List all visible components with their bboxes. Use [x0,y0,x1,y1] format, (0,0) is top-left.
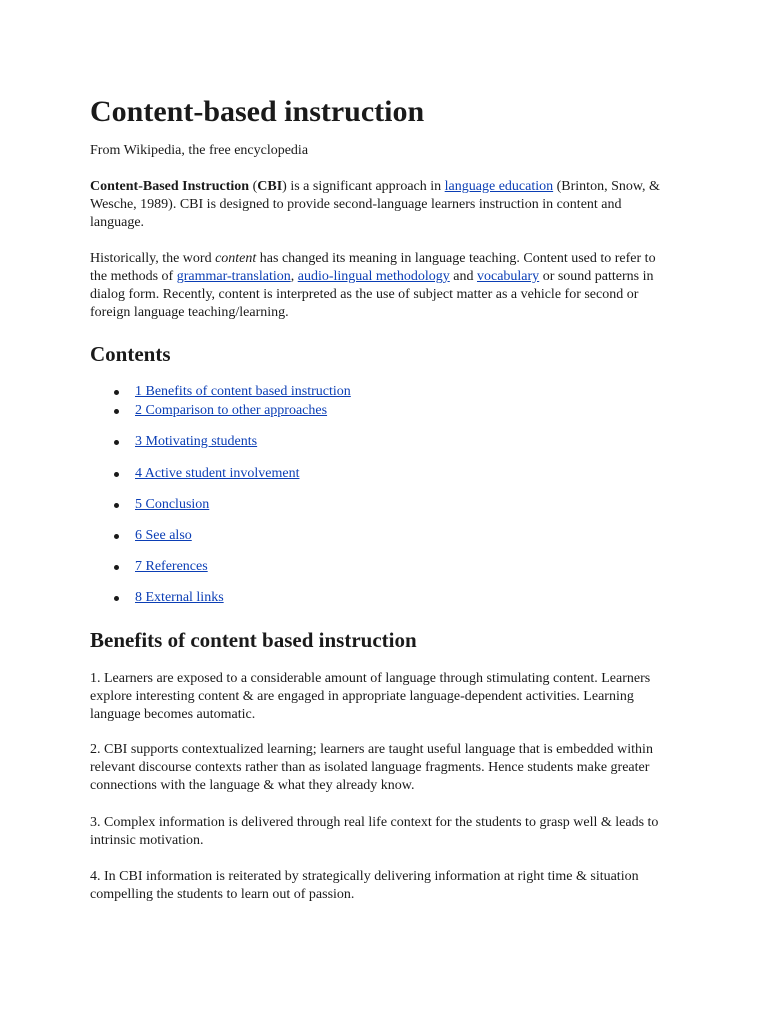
benefit-paragraph-4: 4. In CBI information is reiterated by strategically delivering information at right time & situation compelling the students to learn out of passion. [90,869,639,902]
toc-link-see-also[interactable]: 6 See also [135,528,192,543]
history-paragraph [90,250,675,322]
intro-abbr: CBI [257,179,283,194]
bullet-icon [114,596,119,601]
history-text-2: has changed its meaning in language teaching. Content used to refer to the methods of [90,251,656,284]
history-text-3: or sound patterns in dialog form. Recently, content is interpreted as the use of subject matter as a vehicle for second or foreign language teaching/learning. [90,269,654,320]
intro-text-1: ) is a significant approach in [282,179,445,194]
page-title: Content-based instruction [90,95,425,128]
contents-heading: Contents [90,342,171,366]
benefits-heading: Benefits of content based instruction [90,628,417,652]
benefit-paragraph-2: 2. CBI supports contextualized learning; learners are taught useful language that is embedded within relevant discourse contexts rather than as isolated language fragments. Hence students make greater connections with the language & what they already know. [90,742,653,793]
tagline: From Wikipedia, the free encyclopedia [90,143,309,158]
toc-link-references[interactable]: 7 References [135,559,208,574]
intro-text-2: (Brinton, Snow, & Wesche, 1989). CBI is designed to provide second-language learners instruction in content and language. [90,179,660,230]
intro-term: Content-Based Instruction [90,179,250,194]
link-audio-lingual-methodology[interactable]: audio-lingual methodology [297,269,450,284]
bullet-icon [114,440,119,445]
link-vocabulary[interactable]: vocabulary [476,269,540,284]
history-sep-2: and [449,269,477,284]
toc-link-motivating[interactable]: 3 Motivating students [135,434,258,449]
bullet-icon [114,390,119,395]
history-sep-1: , [290,269,298,284]
toc-link-external-links[interactable]: 8 External links [135,590,224,605]
toc-link-comparison[interactable]: 2 Comparison to other approaches [135,403,328,418]
history-text-1: Historically, the word [90,251,216,266]
bullet-icon [114,503,119,508]
link-grammar-translation[interactable]: grammar-translation [176,269,291,284]
history-em-content: content [215,251,257,266]
intro-paragraph [90,178,675,232]
bullet-icon [114,409,119,414]
bullet-icon [114,534,119,539]
benefit-paragraph-1: 1. Learners are exposed to a considerable amount of language through stimulating content. Learners explore interesting content & are engaged in appropriate language-dependent activities. Learning language becomes automatic. [90,671,651,722]
benefit-paragraph-3: 3. Complex information is delivered through real life context for the students to grasp well & leads to intrinsic motivation. [90,815,659,848]
toc-link-active-involvement[interactable]: 4 Active student involvement [135,466,300,481]
link-language-education[interactable]: language education [444,179,554,194]
toc-link-conclusion[interactable]: 5 Conclusion [135,497,210,512]
toc-link-benefits[interactable]: 1 Benefits of content based instruction [135,384,351,399]
bullet-icon [114,472,119,477]
bullet-icon [114,565,119,570]
intro-abbr-open: ( [249,179,258,194]
